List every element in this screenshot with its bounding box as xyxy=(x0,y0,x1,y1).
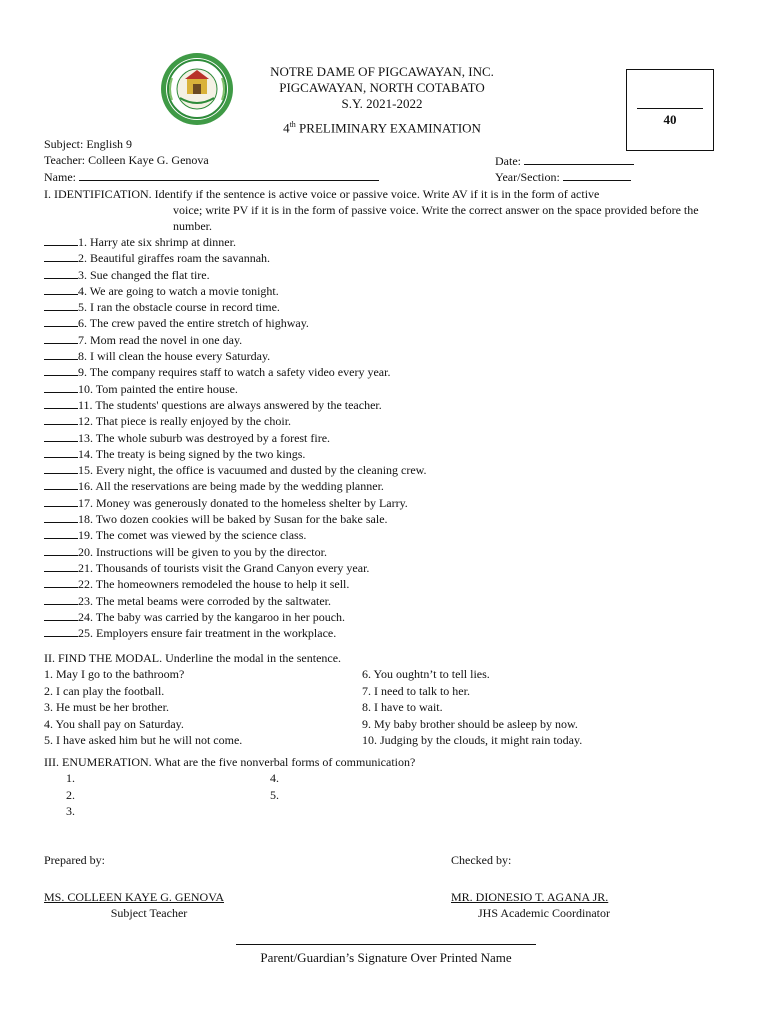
answer-blank[interactable] xyxy=(44,348,78,360)
score-blank[interactable] xyxy=(637,108,703,109)
name-field[interactable] xyxy=(79,169,379,181)
part2-right-column xyxy=(362,666,582,749)
date-label: Date: xyxy=(495,154,521,168)
answer-blank[interactable] xyxy=(44,462,78,474)
list-item: 8. I will clean the house every Saturday. xyxy=(44,348,427,364)
school-header xyxy=(240,64,524,112)
list-item: 5. I have asked him but he will not come. xyxy=(44,733,243,747)
list-item: 13. The whole suburb was destroyed by a forest fire. xyxy=(44,430,427,446)
prepared-by-label: Prepared by: xyxy=(44,853,105,867)
part2-section xyxy=(44,650,583,747)
date-line xyxy=(495,153,634,169)
answer-blank[interactable] xyxy=(44,446,78,458)
list-item: 10. Judging by the clouds, it might rain today. xyxy=(362,733,583,747)
year-section-label: Year/Section: xyxy=(495,170,560,184)
list-item: 11. The students' questions are always answered by the teacher. xyxy=(44,397,427,413)
list-item: 6. The crew paved the entire stretch of highway. xyxy=(44,315,427,331)
checked-by-role: JHS Academic Coordinator xyxy=(478,906,610,920)
answer-blank[interactable] xyxy=(44,283,78,295)
list-item: 6. You oughtn’t to tell lies. xyxy=(362,667,490,681)
part1-items xyxy=(44,234,427,641)
answer-blank[interactable] xyxy=(44,527,78,539)
list-item: 14. The treaty is being signed by the two kings. xyxy=(44,446,427,462)
list-item: 22. The homeowners remodeled the house to help it sell. xyxy=(44,576,427,592)
checked-by-label: Checked by: xyxy=(451,853,512,867)
part3-section xyxy=(44,754,416,818)
teacher-line: Teacher: Colleen Kaye G. Genova xyxy=(44,153,209,167)
exam-title-text: PRELIMINARY EXAMINATION xyxy=(295,120,481,136)
list-item[interactable]: 5. xyxy=(270,787,279,802)
date-field[interactable] xyxy=(524,153,634,165)
school-address: PIGCAWAYAN, NORTH COTABATO xyxy=(279,80,485,95)
exam-number: 4 xyxy=(283,120,290,136)
answer-blank[interactable] xyxy=(44,381,78,393)
list-item: 3. He must be her brother. xyxy=(44,700,169,714)
answer-blank[interactable] xyxy=(44,625,78,637)
list-item[interactable]: 1. xyxy=(66,771,75,785)
name-label: Name: xyxy=(44,170,76,184)
part1-instruction: Identify if the sentence is active voice or passive voice. Write AV if it is in the form of active xyxy=(151,187,600,201)
part2-heading: II. FIND THE MODAL. Underline the modal in the sentence. xyxy=(44,651,342,665)
subject-line: Subject: English 9 xyxy=(44,137,132,151)
school-seal-logo xyxy=(160,52,234,126)
answer-blank[interactable] xyxy=(44,560,78,572)
list-item: 12. That piece is really enjoyed by the choir. xyxy=(44,413,427,429)
list-item: 5. I ran the obstacle course in record time. xyxy=(44,299,427,315)
list-item: 21. Thousands of tourists visit the Grand Canyon every year. xyxy=(44,560,427,576)
list-item: 15. Every night, the office is vacuumed and dusted by the cleaning crew. xyxy=(44,462,427,478)
answer-blank[interactable] xyxy=(44,332,78,344)
list-item: 17. Money was generously donated to the homeless shelter by Larry. xyxy=(44,495,427,511)
list-item: 7. Mom read the novel in one day. xyxy=(44,332,427,348)
list-item: 16. All the reservations are being made by the wedding planner. xyxy=(44,478,427,494)
score-total: 40 xyxy=(663,112,677,127)
parent-signature-line[interactable] xyxy=(236,944,536,945)
school-name: NOTRE DAME OF PIGCAWAYAN, INC. xyxy=(270,64,494,79)
school-year: S.Y. 2021-2022 xyxy=(341,96,423,111)
answer-blank[interactable] xyxy=(44,397,78,409)
year-section-line xyxy=(495,169,631,185)
list-item: 2. I can play the football. xyxy=(44,683,165,698)
parent-signature-label: Parent/Guardian’s Signature Over Printed Name xyxy=(260,950,512,965)
name-line xyxy=(44,169,379,185)
answer-blank[interactable] xyxy=(44,315,78,327)
part1-instructions xyxy=(44,186,734,234)
answer-blank[interactable] xyxy=(44,299,78,311)
list-item: 4. You shall pay on Saturday. xyxy=(44,716,184,731)
part1-instruction-cont: voice; write PV if it is in the form of passive voice. Write the correct answer on the space provided before the number. xyxy=(173,203,699,233)
prepared-by-name: MS. COLLEEN KAYE G. GENOVA xyxy=(44,890,225,904)
answer-blank[interactable] xyxy=(44,544,78,556)
answer-blank[interactable] xyxy=(44,267,78,279)
answer-blank[interactable] xyxy=(44,576,78,588)
answer-blank[interactable] xyxy=(44,413,78,425)
part3-heading: III. ENUMERATION. What are the five nonverbal forms of communication? xyxy=(44,755,416,769)
list-item: 23. The metal beams were corroded by the saltwater. xyxy=(44,593,427,609)
list-item: 9. My baby brother should be asleep by now. xyxy=(362,716,578,731)
list-item: 10. Tom painted the entire house. xyxy=(44,381,427,397)
list-item: 1. May I go to the bathroom? xyxy=(44,667,185,681)
list-item[interactable]: 4. xyxy=(270,771,279,785)
list-item: 20. Instructions will be given to you by the director. xyxy=(44,544,427,560)
list-item: 2. Beautiful giraffes roam the savannah. xyxy=(44,250,427,266)
list-item: 4. We are going to watch a movie tonight. xyxy=(44,283,427,299)
answer-blank[interactable] xyxy=(44,234,78,246)
year-section-field[interactable] xyxy=(563,169,631,181)
list-item: 9. The company requires staff to watch a safety video every year. xyxy=(44,364,427,380)
exam-title xyxy=(240,120,524,136)
answer-blank[interactable] xyxy=(44,250,78,262)
part3-left-column xyxy=(66,770,75,820)
list-item: 8. I have to wait. xyxy=(362,700,443,714)
answer-blank[interactable] xyxy=(44,364,78,376)
part1-heading: I. IDENTIFICATION. xyxy=(44,187,152,201)
part2-left-column xyxy=(44,666,242,749)
answer-blank[interactable] xyxy=(44,593,78,605)
list-item[interactable]: 2. xyxy=(66,787,75,802)
prepared-by-role: Subject Teacher xyxy=(110,906,188,920)
list-item: 1. Harry ate six shrimp at dinner. xyxy=(44,234,427,250)
list-item: 3. Sue changed the flat tire. xyxy=(44,267,427,283)
answer-blank[interactable] xyxy=(44,430,78,442)
list-item: 24. The baby was carried by the kangaroo in her pouch. xyxy=(44,609,427,625)
score-box xyxy=(626,69,714,151)
answer-blank[interactable] xyxy=(44,511,78,523)
part3-right-column xyxy=(270,770,279,803)
checked-by-name: MR. DIONESIO T. AGANA JR. xyxy=(451,890,609,904)
list-item[interactable]: 3. xyxy=(66,804,75,818)
list-item: 18. Two dozen cookies will be baked by Susan for the bake sale. xyxy=(44,511,427,527)
list-item: 25. Employers ensure fair treatment in the workplace. xyxy=(44,625,427,641)
answer-blank[interactable] xyxy=(44,495,78,507)
exam-number-suffix: th xyxy=(289,120,296,129)
answer-blank[interactable] xyxy=(44,478,78,490)
list-item: 7. I need to talk to her. xyxy=(362,683,470,698)
answer-blank[interactable] xyxy=(44,609,78,621)
list-item: 19. The comet was viewed by the science class. xyxy=(44,527,427,543)
